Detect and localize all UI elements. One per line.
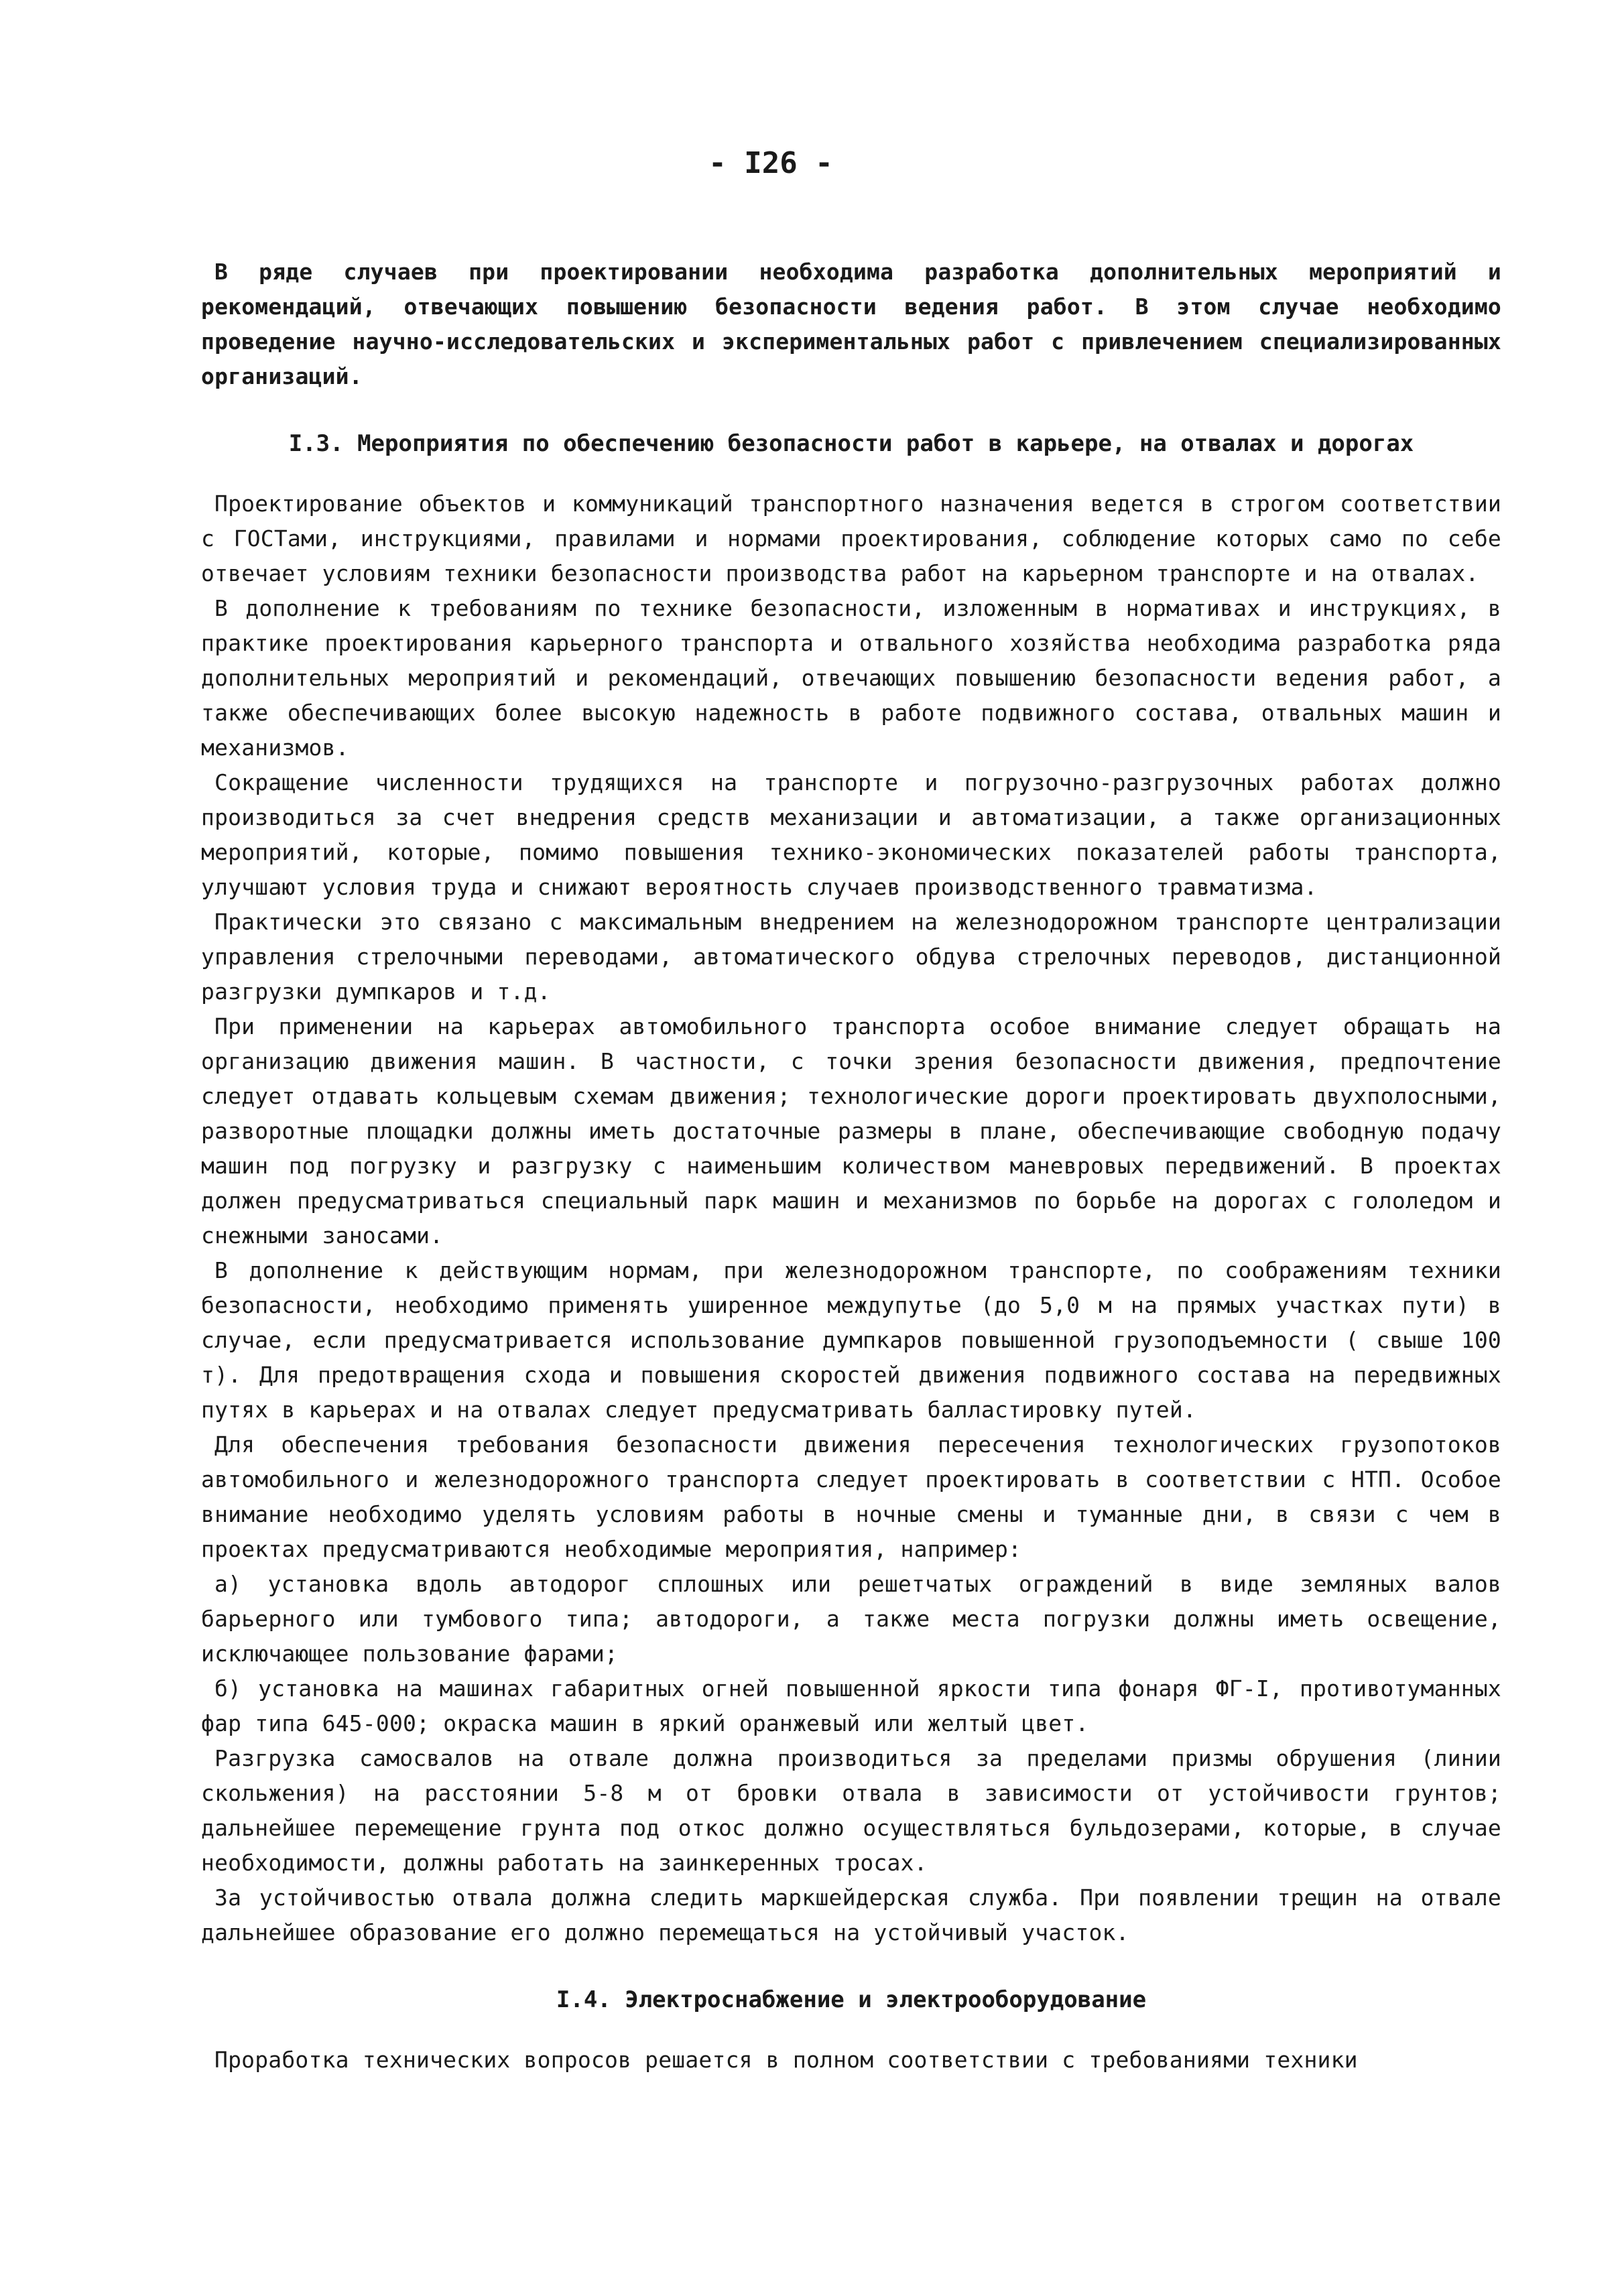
paragraph-crossings: Для обеспечения требования безопасности движения пересечения технологических грузопотоков автомобильного и железнодорожного транспорта следует проектировать в соответствии с НТП. Особое внимание необходимо уделять условиям работы в ночные смены и туманные дни, в связи с чем в проектах предусматриваются необходимые мероприятия, например:: [201, 1431, 1501, 1562]
paragraph-power-supply: Проработка технических вопросов решается в полном соответствии с требованиями техники: [214, 2047, 1358, 2073]
paragraph-railway-track-spacing: В дополнение к действующим нормам, при железнодорожном транспорте, по соображениям техники безопасности, необходимо применять уширенное междупутье (до 5,0 м на прямых участках пути) в случае, если предусматривается использование думпкаров повышенной грузоподъемности ( свыше 100 т). Для предотвращения схода и повышения скоростей движения подвижного состава на передвижных путях в карьерах и на отвалах следует предусматривать балластировку путей.: [201, 1257, 1501, 1423]
page-number: - I26 -: [708, 146, 833, 180]
list-item-a: а) установка вдоль автодорог сплошных или решетчатых ограждений в виде земляных валов барьерного или тумбового типа; автодороги, а также места погрузки должны иметь освещение, исключающее пользование фарами;: [201, 1571, 1501, 1667]
list-item-b: б) установка на машинах габаритных огней повышенной яркости типа фонаря ФГ-I, противотуманных фар типа 645-000; окраска машин в яркий оранжевый или желтый цвет.: [201, 1675, 1501, 1736]
paragraph-road-transport: При применении на карьерах автомобильного транспорта особое внимание следует обращать на организацию движения машин. В частности, с точки зрения безопасности движения, предпочтение следует отдавать кольцевым схемам движения; технологические дороги проектировать двухполосными, разворотные площадки должны иметь достаточные размеры в плане, обеспечивающие свободную подачу машин под погрузку и разгрузку с наименьшим количеством маневровых передвижений. В проектах должен предусматриваться специальный парк машин и механизмов по борьбе на дорогах с гололедом и снежными заносами.: [201, 1013, 1501, 1249]
intro-paragraph: В ряде случаев при проектировании необходима разработка дополнительных мероприятий и рекомендаций, отвечающих повышению безопасности ведения работ. В этом случае необходимо проведение научно-исследовательских и экспериментальных работ с привлечением специализированных организаций.: [201, 259, 1501, 389]
paragraph-design-gost: Проектирование объектов и коммуникаций транспортного назначения ведется в строгом соответствии с ГОСТами, инструкциями, правилами и нормами проектирования, соблюдение которых само по себе отвечает условиям техники безопасности производства работ на карьерном транспорте и на отвалах.: [201, 491, 1501, 586]
paragraph-railway-centralization: Практически это связано с максимальным внедрением на железнодорожном транспорте централизации управления стрелочными переводами, автоматического обдува стрелочных переводов, дистанционной разгрузки думпкаров и т.д.: [201, 909, 1501, 1005]
paragraph-additional-measures: В дополнение к требованиям по технике безопасности, изложенным в нормативах и инструкциях, в практике проектирования карьерного транспорта и отвального хозяйства необходима разработка ряда дополнительных мероприятий и рекомендаций, отвечающих повышению безопасности ведения работ, а также обеспечивающих более высокую надежность в работе подвижного состава, отвальных машин и механизмов.: [201, 595, 1501, 761]
page-body: [201, 255, 1501, 2078]
paragraph-dump-stability: За устойчивостью отвала должна следить маркшейдерская служба. При появлении трещин на отвале дальнейшее образование его должно перемещаться на устойчивый участок.: [201, 1885, 1501, 1946]
section-heading-1-3: I.3. Мероприятия по обеспечению безопасности работ в карьере, на отвалах и дорогах: [288, 430, 1414, 457]
section-heading-1-4: I.4. Электроснабжение и электрооборудование: [556, 1986, 1147, 2013]
paragraph-dump-unloading: Разгрузка самосвалов на отвале должна производиться за пределами призмы обрушения (линии скольжения) на расстоянии 5-8 м от бровки отвала в зависимости от устойчивости грунтов; дальнейшее перемещение грунта под откос должно осуществляться бульдозерами, которые, в случае необходимости, должны работать на заинкеренных тросах.: [201, 1745, 1501, 1876]
paragraph-workforce-reduction: Сокращение численности трудящихся на транспорте и погрузочно-разгрузочных работах должно производиться за счет внедрения средств механизации и автоматизации, а также организационных мероприятий, которые, помимо повышения технико-экономических показателей работы транспорта, улучшают условия труда и снижают вероятность случаев производственного травматизма.: [201, 769, 1501, 900]
